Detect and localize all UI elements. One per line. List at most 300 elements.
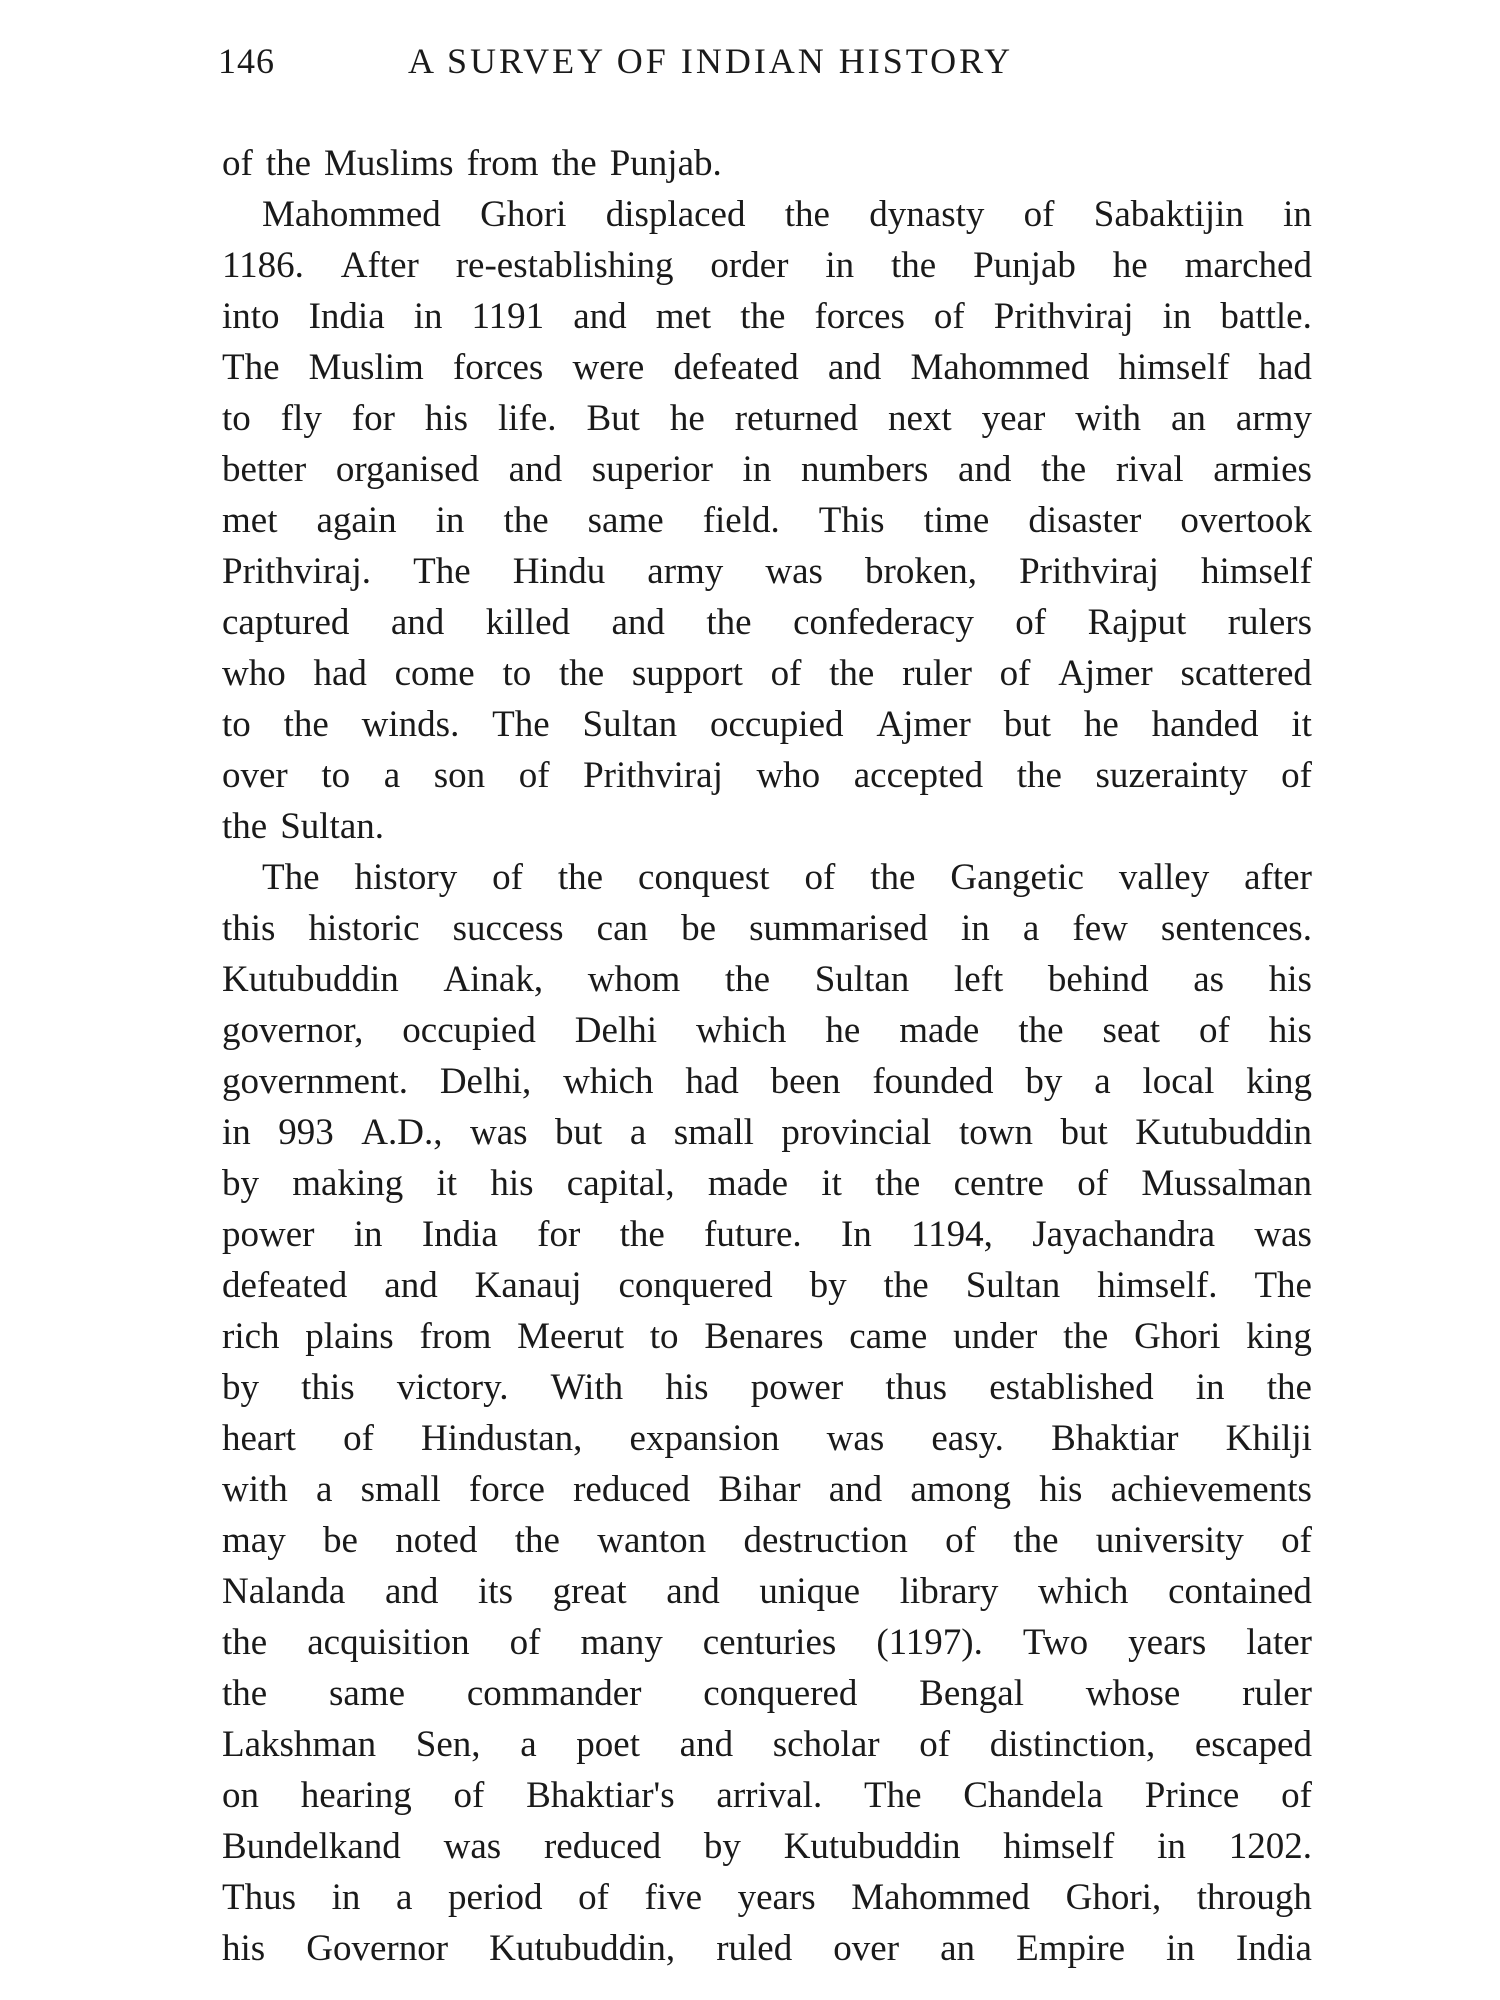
word: life. bbox=[497, 398, 557, 439]
word: same bbox=[587, 500, 664, 541]
word: the bbox=[1016, 755, 1062, 796]
word: be bbox=[681, 908, 717, 949]
text-line bbox=[222, 1107, 1312, 1158]
text-line bbox=[222, 1515, 1312, 1566]
text-line bbox=[222, 444, 1312, 495]
word: Bhaktiar's bbox=[526, 1775, 675, 1816]
word: of bbox=[1281, 1775, 1312, 1816]
word: rival bbox=[1115, 449, 1184, 490]
word: defeated bbox=[673, 347, 799, 388]
word: the bbox=[1013, 1520, 1059, 1561]
word: (1197). bbox=[876, 1622, 983, 1663]
word: king bbox=[1246, 1316, 1312, 1357]
word: the bbox=[514, 1520, 560, 1561]
word: his bbox=[222, 1928, 266, 1969]
word: Mussalman bbox=[1141, 1163, 1312, 1204]
word: and bbox=[611, 602, 665, 643]
word: of bbox=[518, 755, 550, 796]
word: Two bbox=[1022, 1622, 1089, 1663]
word: scholar bbox=[772, 1724, 880, 1765]
word: library bbox=[899, 1571, 999, 1612]
word: and bbox=[508, 449, 563, 490]
word: occupied bbox=[709, 704, 844, 745]
word: Rajput bbox=[1087, 602, 1187, 643]
word: was bbox=[826, 1418, 885, 1459]
word: seat bbox=[1102, 1010, 1160, 1051]
text-line bbox=[222, 1413, 1312, 1464]
text-line bbox=[222, 954, 1312, 1005]
word: army bbox=[647, 551, 724, 592]
word: in bbox=[222, 1112, 251, 1153]
word: same bbox=[329, 1673, 406, 1714]
word: Prithviraj bbox=[993, 296, 1134, 337]
word: by bbox=[222, 1163, 259, 1204]
text-line bbox=[222, 1005, 1312, 1056]
word: destruction bbox=[743, 1520, 908, 1561]
word: acquisition bbox=[307, 1622, 470, 1663]
word: Bihar bbox=[718, 1469, 801, 1510]
word: this bbox=[222, 908, 276, 949]
word: armies bbox=[1213, 449, 1312, 490]
word: arrival. bbox=[716, 1775, 823, 1816]
word: a bbox=[395, 1877, 413, 1918]
word: university bbox=[1095, 1520, 1244, 1561]
word: founded bbox=[872, 1061, 994, 1102]
word: who bbox=[756, 755, 821, 796]
word: of bbox=[343, 1418, 374, 1459]
word: was bbox=[469, 1112, 528, 1153]
word: and bbox=[384, 1571, 439, 1612]
word: to bbox=[321, 755, 351, 796]
word: heart bbox=[222, 1418, 296, 1459]
word: Kutubuddin, bbox=[489, 1928, 676, 1969]
word: local bbox=[1142, 1061, 1215, 1102]
word: he bbox=[1083, 704, 1119, 745]
word: into bbox=[222, 296, 280, 337]
word: small bbox=[673, 1112, 754, 1153]
word: better bbox=[222, 449, 307, 490]
word: and bbox=[957, 449, 1012, 490]
word: Ajmer bbox=[876, 704, 971, 745]
word: returned bbox=[734, 398, 859, 439]
word: thus bbox=[885, 1367, 948, 1408]
word: himself. bbox=[1097, 1265, 1218, 1306]
word: force bbox=[468, 1469, 545, 1510]
word: year bbox=[981, 398, 1046, 439]
word: Prince bbox=[1144, 1775, 1240, 1816]
word: sentences. bbox=[1160, 908, 1312, 949]
word: battle. bbox=[1220, 296, 1312, 337]
word: in bbox=[1162, 296, 1192, 337]
word: Sultan bbox=[814, 959, 910, 1000]
word: Punjab bbox=[973, 245, 1076, 286]
word: Prithviraj bbox=[1019, 551, 1159, 592]
word: Mahommed bbox=[851, 1877, 1031, 1918]
word: centuries bbox=[702, 1622, 837, 1663]
word: overtook bbox=[1180, 500, 1312, 541]
word: scattered bbox=[1180, 653, 1312, 694]
word: distinction, bbox=[989, 1724, 1156, 1765]
word: his bbox=[490, 1163, 534, 1204]
word: a bbox=[520, 1724, 537, 1765]
word: capital, bbox=[566, 1163, 675, 1204]
word: it bbox=[821, 1163, 842, 1204]
word: the bbox=[784, 194, 830, 235]
word: 1202. bbox=[1228, 1826, 1312, 1867]
word: Sultan bbox=[582, 704, 678, 745]
word: India bbox=[421, 1214, 498, 1255]
word: support bbox=[631, 653, 743, 694]
word: it bbox=[436, 1163, 458, 1204]
word: and bbox=[827, 347, 882, 388]
word: government. bbox=[222, 1061, 408, 1102]
word: Delhi, bbox=[439, 1061, 532, 1102]
word: success bbox=[452, 908, 564, 949]
word: rulers bbox=[1227, 602, 1312, 643]
text-line bbox=[222, 1464, 1312, 1515]
word: Ainak, bbox=[443, 959, 544, 1000]
word: of bbox=[919, 1724, 951, 1765]
text-line bbox=[222, 1617, 1312, 1668]
word: he bbox=[825, 1010, 861, 1051]
word: of bbox=[453, 1775, 485, 1816]
word: The bbox=[863, 1775, 922, 1816]
word: Prithviraj. bbox=[222, 551, 372, 592]
text-line bbox=[222, 1056, 1312, 1107]
word: numbers bbox=[800, 449, 929, 490]
word: by bbox=[703, 1826, 741, 1867]
word: A.D., bbox=[361, 1112, 443, 1153]
text-line bbox=[222, 1821, 1312, 1872]
word: in bbox=[1157, 1826, 1186, 1867]
word: captured bbox=[222, 602, 350, 643]
text-line bbox=[222, 495, 1312, 546]
word: made bbox=[899, 1010, 980, 1051]
word: who bbox=[222, 653, 286, 694]
word: Meerut bbox=[517, 1316, 625, 1357]
word: fly bbox=[280, 398, 322, 439]
word: a bbox=[315, 1469, 333, 1510]
text-line bbox=[222, 1311, 1312, 1362]
word: this bbox=[301, 1367, 355, 1408]
word: the bbox=[619, 1214, 665, 1255]
text-line bbox=[222, 189, 1312, 240]
word: Kutubuddin bbox=[783, 1826, 961, 1867]
word: dynasty bbox=[869, 194, 985, 235]
word: Chandela bbox=[963, 1775, 1104, 1816]
text-line bbox=[222, 1158, 1312, 1209]
word: had bbox=[685, 1061, 739, 1102]
text-line bbox=[222, 138, 1312, 189]
word: rich bbox=[222, 1316, 280, 1357]
word: by bbox=[1025, 1061, 1063, 1102]
word: 1194, bbox=[911, 1214, 993, 1255]
word: Mahommed bbox=[262, 194, 441, 235]
word: reduced bbox=[573, 1469, 691, 1510]
text-line bbox=[222, 699, 1312, 750]
word: and bbox=[666, 1571, 720, 1612]
word: for bbox=[351, 398, 395, 439]
word: made bbox=[707, 1163, 789, 1204]
word: it bbox=[1291, 704, 1312, 745]
word: in bbox=[331, 1877, 361, 1918]
word: and bbox=[828, 1469, 883, 1510]
word: defeated bbox=[222, 1265, 348, 1306]
word: of bbox=[1077, 1163, 1109, 1204]
word: the bbox=[283, 704, 329, 745]
word: a bbox=[383, 755, 401, 796]
text-line bbox=[222, 240, 1312, 291]
word: The bbox=[222, 347, 280, 388]
word: an bbox=[940, 1928, 976, 1969]
word: poet bbox=[576, 1724, 640, 1765]
word: in bbox=[435, 500, 465, 541]
word: of bbox=[1281, 755, 1312, 796]
word: wanton bbox=[597, 1520, 707, 1561]
word: in bbox=[961, 908, 990, 949]
word: by bbox=[809, 1265, 847, 1306]
word: Hindustan, bbox=[421, 1418, 583, 1459]
word: unique bbox=[759, 1571, 861, 1612]
word: in bbox=[1195, 1367, 1225, 1408]
word: achievements bbox=[1110, 1469, 1312, 1510]
word: he bbox=[1112, 245, 1148, 286]
word: of bbox=[999, 653, 1031, 694]
word: of bbox=[770, 653, 802, 694]
word: re-establishing bbox=[455, 245, 674, 286]
text-line bbox=[222, 1668, 1312, 1719]
word: for bbox=[537, 1214, 581, 1255]
word: been bbox=[770, 1061, 841, 1102]
word: and bbox=[390, 602, 445, 643]
text-line bbox=[222, 1260, 1312, 1311]
text-line bbox=[222, 1719, 1312, 1770]
text-line bbox=[222, 750, 1312, 801]
word: noted bbox=[395, 1520, 478, 1561]
word: few bbox=[1072, 908, 1128, 949]
word: Empire bbox=[1016, 1928, 1126, 1969]
word: the bbox=[875, 1163, 921, 1204]
word: field. bbox=[702, 500, 780, 541]
word: in bbox=[825, 245, 855, 286]
word: The bbox=[492, 704, 550, 745]
word: of bbox=[509, 1622, 541, 1663]
word: Thus bbox=[222, 1877, 296, 1918]
word: Benares bbox=[704, 1316, 824, 1357]
word: Governor bbox=[306, 1928, 449, 1969]
word: the bbox=[1018, 1010, 1064, 1051]
word: Kutubuddin bbox=[1135, 1112, 1312, 1153]
word: a bbox=[1094, 1061, 1111, 1102]
word: time bbox=[923, 500, 990, 541]
word: son bbox=[433, 755, 486, 796]
word: victory. bbox=[396, 1367, 509, 1408]
word: Bhaktiar bbox=[1051, 1418, 1179, 1459]
word: India bbox=[1235, 1928, 1312, 1969]
word: Prithviraj bbox=[583, 755, 723, 796]
word: suzerainty bbox=[1095, 755, 1248, 796]
word: established bbox=[989, 1367, 1154, 1408]
word: Ghori, bbox=[1065, 1877, 1162, 1918]
word: was bbox=[1254, 1214, 1312, 1255]
word: Sultan bbox=[965, 1265, 1061, 1306]
text-line bbox=[222, 1872, 1312, 1923]
word: of bbox=[578, 1877, 609, 1918]
text-line bbox=[222, 1209, 1312, 1260]
word: Delhi bbox=[574, 1010, 657, 1051]
word: plains bbox=[305, 1316, 394, 1357]
word: army bbox=[1235, 398, 1312, 439]
word: was bbox=[765, 551, 823, 592]
word: himself bbox=[1118, 347, 1230, 388]
word: of bbox=[222, 143, 253, 184]
word: the bbox=[557, 857, 604, 898]
word: of bbox=[1015, 602, 1047, 643]
word: killed bbox=[485, 602, 571, 643]
word: town bbox=[958, 1112, 1033, 1153]
word: Ghori bbox=[1134, 1316, 1221, 1357]
word: This bbox=[818, 500, 885, 541]
word: and bbox=[679, 1724, 734, 1765]
word: but bbox=[1060, 1112, 1108, 1153]
word: governor, bbox=[222, 1010, 364, 1051]
word: order bbox=[710, 245, 789, 286]
word: his bbox=[1268, 1010, 1312, 1051]
word: With bbox=[550, 1367, 624, 1408]
word: The bbox=[262, 857, 320, 898]
word: displaced bbox=[605, 194, 746, 235]
word: its bbox=[478, 1571, 513, 1612]
word: over bbox=[833, 1928, 900, 1969]
word: under bbox=[953, 1316, 1038, 1357]
word: had bbox=[1258, 347, 1312, 388]
word: in bbox=[742, 449, 772, 490]
word: an bbox=[1170, 398, 1206, 439]
word: forces bbox=[452, 347, 544, 388]
text-line bbox=[222, 1923, 1312, 1974]
word: left bbox=[953, 959, 1004, 1000]
word: India bbox=[308, 296, 385, 337]
word: by bbox=[222, 1367, 259, 1408]
word: many bbox=[580, 1622, 663, 1663]
word: period bbox=[447, 1877, 543, 1918]
word: five bbox=[644, 1877, 702, 1918]
word: of bbox=[1198, 1010, 1230, 1051]
word: The bbox=[413, 551, 471, 592]
word: In bbox=[840, 1214, 872, 1255]
word: Gangetic bbox=[950, 857, 1084, 898]
word: come bbox=[394, 653, 475, 694]
word: the bbox=[891, 245, 937, 286]
word: occupied bbox=[402, 1010, 536, 1051]
word: power bbox=[222, 1214, 315, 1255]
word: may bbox=[222, 1520, 286, 1561]
word: reduced bbox=[543, 1826, 662, 1867]
word: the bbox=[222, 1673, 268, 1714]
word: king bbox=[1246, 1061, 1312, 1102]
word: historic bbox=[308, 908, 420, 949]
word: Nalanda bbox=[222, 1571, 346, 1612]
body-text bbox=[222, 138, 1312, 1974]
word: Kutubuddin bbox=[222, 959, 399, 1000]
word: among bbox=[910, 1469, 1012, 1510]
word: ruler bbox=[1242, 1673, 1312, 1714]
word: whose bbox=[1085, 1673, 1181, 1714]
word: the bbox=[740, 296, 786, 337]
word: met bbox=[655, 296, 712, 337]
word: Khilji bbox=[1225, 1418, 1312, 1459]
word: the bbox=[1266, 1367, 1312, 1408]
word: Bengal bbox=[919, 1673, 1024, 1714]
word: Sen, bbox=[415, 1724, 481, 1765]
word: hearing bbox=[300, 1775, 412, 1816]
text-line bbox=[222, 597, 1312, 648]
word: was bbox=[443, 1826, 502, 1867]
page-number: 146 bbox=[218, 41, 275, 81]
word: Sultan. bbox=[280, 806, 385, 847]
word: After bbox=[340, 245, 419, 286]
word: the bbox=[706, 602, 752, 643]
word: of bbox=[492, 857, 523, 898]
word: on bbox=[222, 1775, 259, 1816]
word: accepted bbox=[853, 755, 984, 796]
word: his bbox=[1268, 959, 1312, 1000]
word: the bbox=[724, 959, 771, 1000]
word: the bbox=[883, 1265, 929, 1306]
word: handed bbox=[1151, 704, 1259, 745]
word: years bbox=[737, 1877, 816, 1918]
word: ruled bbox=[716, 1928, 793, 1969]
word: 1191 bbox=[471, 296, 545, 337]
word: to bbox=[649, 1316, 679, 1357]
word: ruler bbox=[902, 653, 972, 694]
text-line bbox=[222, 1566, 1312, 1617]
word: of bbox=[945, 1520, 976, 1561]
word: himself bbox=[1200, 551, 1312, 592]
word: in bbox=[353, 1214, 383, 1255]
text-line bbox=[222, 1770, 1312, 1821]
word: whom bbox=[587, 959, 681, 1000]
word: making bbox=[292, 1163, 404, 1204]
word: summarised bbox=[749, 908, 928, 949]
word: winds. bbox=[361, 704, 460, 745]
word: Lakshman bbox=[222, 1724, 377, 1765]
word: the bbox=[1041, 449, 1087, 490]
word: as bbox=[1193, 959, 1225, 1000]
word: Muslims bbox=[324, 143, 454, 184]
word: the bbox=[551, 143, 597, 184]
word: can bbox=[596, 908, 649, 949]
word: Sabaktijin bbox=[1093, 194, 1244, 235]
text-line bbox=[222, 852, 1312, 903]
word: valley bbox=[1118, 857, 1210, 898]
word: with bbox=[222, 1469, 288, 1510]
word: the bbox=[870, 857, 916, 898]
text-line bbox=[222, 342, 1312, 393]
word: again bbox=[316, 500, 397, 541]
word: to bbox=[502, 653, 532, 694]
word: a bbox=[1022, 908, 1040, 949]
word: the bbox=[829, 653, 875, 694]
word: provincial bbox=[781, 1112, 932, 1153]
word: in bbox=[1283, 194, 1312, 235]
word: but bbox=[555, 1112, 603, 1153]
word: to bbox=[222, 398, 251, 439]
word: Ghori bbox=[480, 194, 567, 235]
word: in bbox=[413, 296, 443, 337]
text-line bbox=[222, 801, 1312, 852]
word: contained bbox=[1168, 1571, 1312, 1612]
